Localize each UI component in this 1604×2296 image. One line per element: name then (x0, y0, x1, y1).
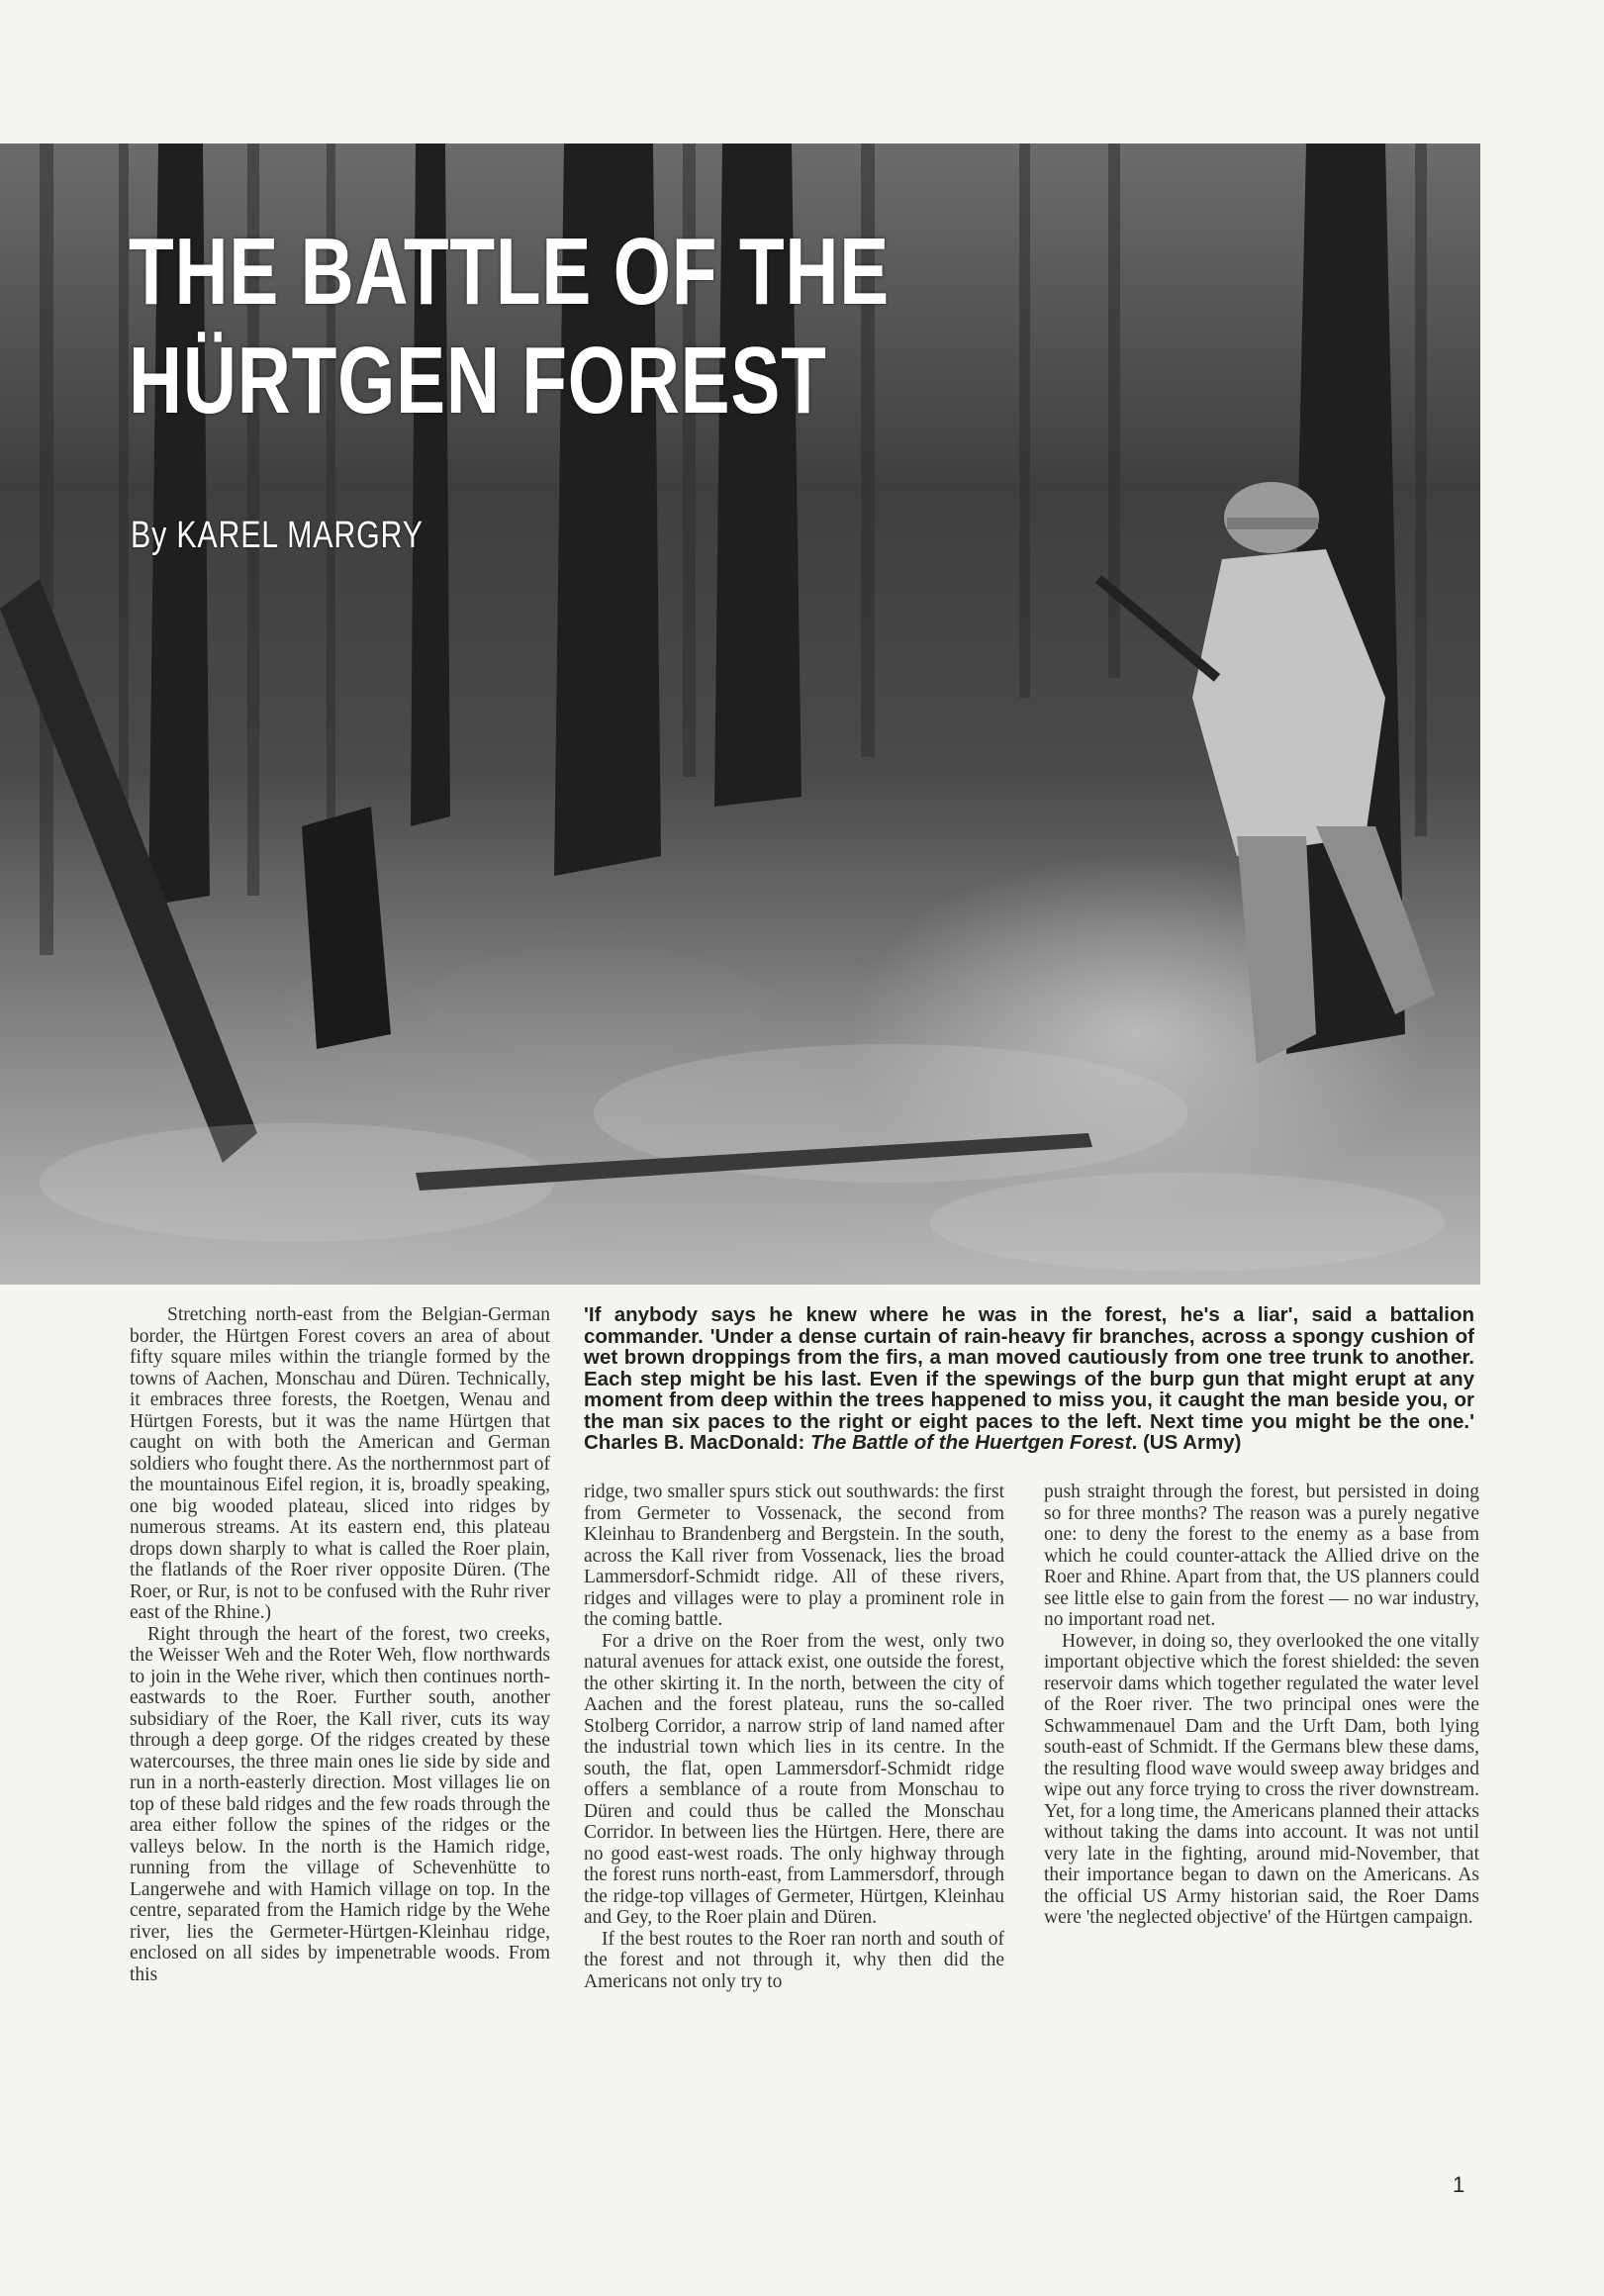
paragraph: Right through the heart of the forest, two creeks, the Weisser Weh and the Roter Weh, flow northwards to join in the Wehe river, which then continues north-eastwards to the Roer. Further south, another subsidiary of the Roer, the Kall river, cuts its way through a deep gorge. Of the ridges created by these watercourses, the three main ones lie side by side and run in a north-easterly direction. Most villages lie on top of these bald ridges and the few roads through the area either follow the spines of the ridges or the valleys below. In the north is the Hamich ridge, running from the village of Schevenhütte to Langerwehe and with Hamich village on top. In the centre, separated from the Hamich ridge by the Wehe river, lies the Germeter-Hürtgen-Kleinhau ridge, enclosed on all sides by impenetrable woods. From this (130, 1623, 550, 1985)
paragraph: However, in doing so, they overlooked the one vitally important objective which the forest shielded: the seven reservoir dams which together regulated the water level of the Roer river. The two principal ones were the Schwammenauel Dam and the Urft Dam, both lying south-east of Schmidt. If the Germans blew these dams, the resulting flood wave would sweep away bridges and wipe out any force trying to cross the river downstream. Yet, for a long time, the Americans planned their attacks without taking the dams into account. It was not until very late in the fighting, around mid-November, that their importance began to dawn on the Americans. As the official US Army historian said, the Roer Dams were 'the neglected objective' of the Hürtgen campaign. (1044, 1630, 1479, 1928)
paragraph: If the best routes to the Roer ran north and south of the forest and not through it, why then did the Americans not only try to (584, 1928, 1004, 1992)
title-line-1: THE BATTLE OF THE (129, 219, 890, 325)
byline: By KAREL MARGRY (131, 515, 424, 556)
forest-photo (0, 144, 1480, 1285)
caption-book-title: The Battle of the Huertgen Forest (809, 1431, 1132, 1454)
paragraph: push straight through the forest, but persisted in doing so for three months? The reason was a purely negative one: to deny the forest to the enemy as a base from which he could counter-attack the Allied drive on the Roer and Rhine. Apart from that, the US planners could see little else to gain from the forest — no war industry, no important road net. (1044, 1482, 1479, 1630)
photo-caption (584, 1304, 1474, 1454)
paragraph: ridge, two smaller spurs stick out southwards: the first from Germeter to Vossenack, the second from Kleinhau to Brandenberg and Bergstein. In the south, across the Kall river from Vossenack, lies the broad Lammersdorf-Schmidt ridge. All of these rivers, ridges and villages were to play a prominent role in the coming battle. (584, 1482, 1004, 1630)
body-column-2 (584, 1482, 1004, 1992)
paragraph: Stretching north-east from the Belgian-German border, the Hürtgen Forest covers an area of about fifty square miles within the triangle formed by the towns of Aachen, Monschau and Düren. Technically, it embraces three forests, the Roetgen, Wenau and Hürtgen Forests, but it was the name Hürtgen that caught on with both the American and German soldiers who fought there. As the northernmost part of the mountainous Eifel region, it is, broadly speaking, one big wooded plateau, sliced into ridges by numerous streams. At its eastern end, this plateau drops down sharply to what is called the Roer plain, the flatlands of the Roer river opposite Düren. (The Roer, or Rur, is not to be confused with the Ruhr river east of the Rhine.) (130, 1304, 550, 1623)
paragraph: For a drive on the Roer from the west, only two natural avenues for attack exist, one outside the forest, the other skirting it. In the north, between the city of Aachen and the forest plateau, runs the so-called Stolberg Corridor, a narrow strip of land named after the industrial town which lies in its centre. In the south, the flat, open Lammersdorf-Schmidt ridge offers a semblance of a route from Monschau to Düren and could thus be called the Monschau Corridor. In between lies the Hürtgen. Here, there are no good east-west roads. The only highway through the forest runs north-east, from Lammersdorf, through the ridge-top villages of Germeter, Hürtgen, Kleinhau and Gey, to the Roer plain and Düren. (584, 1630, 1004, 1928)
caption-text: 'If anybody says he knew where he was in the forest, he's a liar', said a battalion commander. 'Under a dense curtain of rain-heavy fir branches, across a spongy cushion of wet brown droppings from the firs, a man moved cautiously from one tree trunk to another. Each step might be his last. Even if the spewings of the burp gun that might erupt at any moment from deep within the trees happened to miss you, it caught the man beside you, or the man six paces to the right or eight paces to the left. Next time you might be the one.' Charles B. MacDonald: (584, 1303, 1474, 1454)
page-number: 1 (1453, 2172, 1465, 2197)
body-column-3 (1044, 1482, 1479, 1929)
title-line-2: HÜRTGEN FOREST (129, 328, 827, 433)
article-title (129, 218, 890, 435)
caption-credit: . (US Army) (1131, 1431, 1242, 1454)
body-column-1 (130, 1304, 550, 1985)
